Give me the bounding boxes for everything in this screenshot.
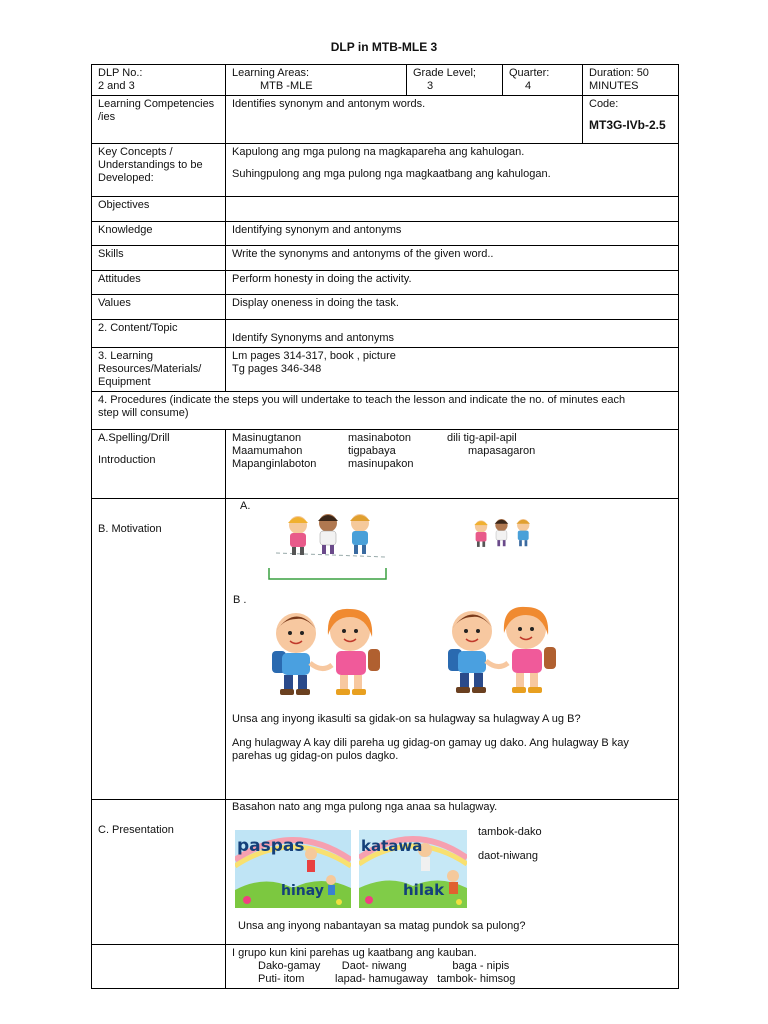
children-pair-right: [442, 605, 560, 697]
motivation-cell: [226, 499, 679, 800]
skills-value: Write the synonyms and antonyms of the given word..: [226, 246, 679, 271]
drill-word-row: [232, 432, 672, 445]
duration-label: Duration: 50: [589, 67, 649, 79]
competencies-label-suffix: /ies: [98, 111, 116, 123]
introduction-label: Introduction: [98, 454, 156, 466]
quarter-cell: [503, 65, 583, 96]
card-word-hilak: hilak: [403, 881, 445, 899]
grouping-row-1: Dako-gamay Daot- niwang baga - nipis: [258, 960, 510, 972]
competencies-label-cell: [92, 96, 226, 144]
grouping-row-2: Puti- itom lapad- hamugaway tambok- himsog: [258, 973, 516, 985]
resources-label-cell: [92, 348, 226, 392]
presentation-row: [92, 800, 679, 945]
knowledge-value: Identifying synonym and antonyms: [226, 222, 679, 246]
picture-card-katawa-hilak: [359, 830, 467, 908]
learning-areas-cell: [226, 65, 407, 96]
pair-daot-niwang: daot-niwang: [478, 850, 538, 862]
card-word-hinay: hinay: [281, 883, 324, 899]
key-concepts-label: Key Concepts /: [98, 146, 173, 158]
content-label: 2. Content/Topic: [92, 320, 226, 348]
drill-word-row: [232, 445, 672, 458]
children-pair-left: [266, 607, 384, 699]
competencies-row: [92, 96, 679, 144]
procedures-text: 4. Procedures (indicate the steps you will undertake to teach the lesson and indicate the no. of minutes each: [98, 394, 626, 406]
header-row: [92, 65, 679, 96]
motivation-answer: [232, 737, 672, 763]
objectives-row: [92, 197, 679, 222]
drill-words-cell: [226, 430, 679, 499]
objectives-value: [226, 197, 679, 222]
key-concepts-value-cell: [226, 144, 679, 197]
document-title: DLP in MTB-MLE 3: [330, 40, 438, 54]
presentation-intro: Basahon nato ang mga pulong nga anaa sa hulagway.: [232, 801, 498, 813]
key-concepts-label-2: Understandings to be: [98, 159, 203, 171]
drill-label-cell: [92, 430, 226, 499]
code-cell: [583, 96, 679, 144]
knowledge-row: [92, 222, 679, 246]
motivation-question: Unsa ang inyong ikasulti sa gidak-on sa hulagway sa hulagway A ug B?: [232, 713, 581, 725]
card-word-katawa: katawa: [361, 837, 423, 855]
grade-level-label: Grade Level;: [413, 67, 476, 79]
key-concepts-label-3: Developed:: [98, 172, 154, 184]
learning-areas-value: MTB -MLE: [260, 80, 313, 92]
resources-label-2: Resources/Materials/: [98, 363, 202, 375]
motivation-answer-line: Ang hulagway A kay dili pareha ug gidag-on gamay ug dako. Ang hulagway B kay: [232, 737, 629, 749]
skills-label: Skills: [92, 246, 226, 271]
motivation-answer-line-2: parehas ug gidag-on pulos dagko.: [232, 750, 399, 762]
quarter-label: Quarter:: [509, 67, 550, 79]
grouping-intro: I grupo kun kini parehas ug kaatbang ang kauban.: [232, 947, 477, 959]
grade-level-cell: [407, 65, 503, 96]
motivation-row: [92, 499, 679, 800]
competencies-value: Identifies synonym and antonym words.: [226, 96, 583, 144]
drill-label: A.Spelling/Drill: [98, 432, 170, 444]
values-label: Values: [92, 295, 226, 320]
presentation-cell: [226, 800, 679, 945]
marker-b: B .: [233, 594, 247, 606]
children-group-large: [276, 511, 386, 561]
drill-word: mapasagaron: [468, 445, 536, 457]
grade-level-value: 3: [427, 80, 434, 92]
learning-areas-label: Learning Areas:: [232, 67, 310, 79]
presentation-question: Unsa ang inyong nabantayan sa matag pundok sa pulong?: [238, 920, 526, 932]
grouping-row: [92, 945, 679, 989]
dlp-label: DLP No.:: [98, 67, 143, 79]
attitudes-row: [92, 271, 679, 295]
resources-label-3: Equipment: [98, 376, 151, 388]
key-concept-antonym: Suhingpulong ang mga pulong nga magkaatbang ang kahulogan.: [232, 168, 551, 180]
values-value: Display oneness in doing the task.: [226, 295, 679, 320]
measurement-bracket: [268, 567, 388, 581]
drill-word: tigpabaya: [348, 445, 396, 457]
drill-word: Mapanginlaboton: [232, 458, 317, 470]
drill-row: [92, 430, 679, 499]
resources-label: 3. Learning: [98, 350, 154, 362]
drill-word: masinaboton: [348, 432, 411, 444]
drill-word-row: [232, 458, 672, 471]
drill-word: Masinugtanon: [232, 432, 302, 444]
content-row: [92, 320, 679, 348]
picture-card-paspas-hinay: [235, 830, 351, 908]
knowledge-label: Knowledge: [92, 222, 226, 246]
children-group-small: [466, 517, 541, 551]
procedures-cell: [92, 392, 679, 430]
quarter-value: 4: [525, 80, 532, 92]
key-concept-synonym: Kapulong ang mga pulong na magkapareha ang kahulogan.: [232, 146, 525, 158]
duration-value: MINUTES: [589, 80, 639, 92]
code-value: MT3G-IVb-2.5: [589, 118, 666, 132]
procedures-row: [92, 392, 679, 430]
dlp-value: 2 and 3: [98, 80, 135, 92]
presentation-label: C. Presentation: [92, 800, 226, 945]
values-row: [92, 295, 679, 320]
competencies-label: Learning Competencies: [98, 98, 215, 110]
duration-cell: [583, 65, 679, 96]
skills-row: [92, 246, 679, 271]
resources-lm: Lm pages 314-317, book , picture: [232, 350, 396, 362]
procedures-text-2: step will consume): [98, 407, 189, 419]
attitudes-value: Perform honesty in doing the activity.: [226, 271, 679, 295]
grouping-cell: [226, 945, 679, 989]
drill-word: dili tig-apil-apil: [447, 432, 517, 444]
drill-word: Maamumahon: [232, 445, 303, 457]
lesson-plan-table: [91, 64, 679, 989]
resources-row: [92, 348, 679, 392]
motivation-label: B. Motivation: [92, 499, 226, 800]
content-value: Identify Synonyms and antonyms: [226, 320, 679, 348]
dlp-cell: [92, 65, 226, 96]
resources-tg: Tg pages 346-348: [232, 363, 322, 375]
pair-tambok-dako: tambok-dako: [478, 826, 542, 838]
key-concepts-row: [92, 144, 679, 197]
code-label: Code:: [589, 98, 619, 110]
marker-a: A.: [240, 500, 251, 512]
objectives-label: Objectives: [92, 197, 226, 222]
key-concepts-label-cell: [92, 144, 226, 197]
resources-value-cell: [226, 348, 679, 392]
attitudes-label: Attitudes: [92, 271, 226, 295]
grouping-label-cell: [92, 945, 226, 989]
card-word-paspas: paspas: [237, 836, 305, 856]
drill-word: masinupakon: [348, 458, 414, 470]
